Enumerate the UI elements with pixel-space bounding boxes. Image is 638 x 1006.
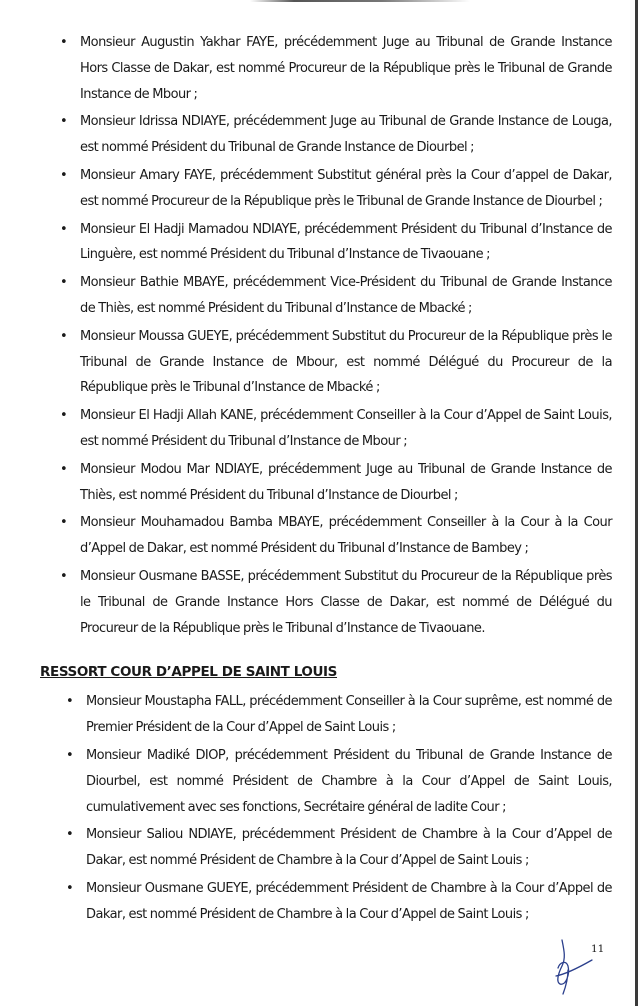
list-item [60, 270, 612, 322]
list-item [66, 743, 612, 820]
list-item-text: Monsieur Modou Mar NDIAYE, précédemment Juge au Tribunal de Grande Instance de Thiès, est nommé Président du Tribunal d’Instance de Diourbel ; [80, 461, 612, 503]
bullet-icon: • [66, 694, 74, 710]
list-item-text: Monsieur Idrissa NDIAYE, précédemment Juge au Tribunal de Grande Instance de Louga, est nommé Président du Tribunal de Grande Instance de Diourbel ; [80, 114, 612, 156]
list-item [66, 876, 612, 928]
bullet-icon: • [60, 275, 68, 291]
list-item-text: Monsieur Saliou NDIAYE, précédemment Président de Chambre à la Cour d’Appel de Dakar, est nommé Président de Chambre à la Cour d’Appel de Saint Louis ; [86, 827, 612, 869]
bullet-icon: • [60, 114, 68, 130]
page-footer [60, 936, 612, 1006]
list-item-text: Monsieur Ousmane GUEYE, précédemment Président de Chambre à la Cour d’Appel de Dakar, est nommé Président de Chambre à la Cour d’Appel de Saint Louis ; [86, 880, 612, 922]
bullet-icon: • [60, 167, 68, 183]
list-item-text: Monsieur Moussa GUEYE, précédemment Substitut du Procureur de la République près le Tribunal de Grande Instance de Mbour, est nommé Délégué du Procureur de la République près le Tribunal d’Instance de Mbacké ; [80, 328, 612, 396]
list-item [60, 457, 612, 509]
list-item [60, 217, 612, 269]
bullet-icon: • [60, 408, 68, 424]
list-item [60, 324, 612, 401]
section-heading: RESSORT COUR D’APPEL DE SAINT LOUIS [40, 664, 338, 681]
bullet-icon: • [60, 568, 68, 584]
list-item-text: Monsieur Moustapha FALL, précédemment Conseiller à la Cour suprême, est nommé de Premier Président de la Cour d’Appel de Saint Louis ; [86, 694, 612, 736]
list-item [60, 564, 612, 641]
appointments-list-dakar [60, 30, 612, 641]
appointments-list-saint-louis [66, 689, 612, 927]
bullet-icon: • [60, 515, 68, 531]
bullet-icon: • [60, 328, 68, 344]
bullet-icon: • [60, 221, 68, 237]
bullet-icon: • [66, 880, 74, 896]
list-item-text: Monsieur El Hadji Allah KANE, précédemment Conseiller à la Cour d’Appel de Saint Louis, est nommé Président du Tribunal d’Instance de Mbour ; [80, 408, 612, 449]
bullet-icon: • [60, 35, 68, 50]
list-item-text: Monsieur Amary FAYE, précédemment Substitut général près la Cour d’appel de Dakar, est nommé Procureur de la République près le Tribunal de Grande Instance de Diourbel ; [80, 167, 612, 209]
list-item [66, 689, 612, 741]
bullet-icon: • [60, 461, 68, 477]
bullet-icon: • [66, 827, 74, 843]
list-item-text: Monsieur El Hadji Mamadou NDIAYE, précédemment Président du Tribunal d’Instance de Linguère, est nommé Président du Tribunal d’Instance de Tivaouane ; [80, 221, 612, 263]
list-item-text: Monsieur Madiké DIOP, précédemment Président du Tribunal de Grande Instance de Diourbel, est nommé Président de Chambre à la Cour d’Appel de Saint Louis, cumulativement avec ses fonctions, Secrétaire général de ladite Cour ; [86, 747, 612, 815]
list-item-text: Monsieur Augustin Yakhar FAYE, précédemment Juge au Tribunal de Grande Instance Hors Classe de Dakar, est nommé Procureur de la République près le Tribunal de Grande Instance de Mbour ; [80, 35, 612, 102]
list-item [60, 163, 612, 215]
list-item [60, 403, 612, 455]
list-item [60, 109, 612, 161]
list-item [60, 30, 612, 107]
list-item-text: Monsieur Mouhamadou Bamba MBAYE, précédemment Conseiller à la Cour à la Cour d’Appel de Dakar, est nommé Président du Tribunal d’Instance de Bambey ; [80, 515, 612, 557]
list-item [60, 510, 612, 562]
page-number: 11 [591, 942, 605, 955]
bullet-icon: • [66, 747, 74, 763]
list-item-text: Monsieur Bathie MBAYE, précédemment Vice-Président du Tribunal de Grande Instance de Thiès, est nommé Président du Tribunal d’Instance de Mbacké ; [80, 275, 612, 316]
list-item-text: Monsieur Ousmane BASSE, précédemment Substitut du Procureur de la République près le Tribunal de Grande Instance Hors Classe de Dakar, est nommé de Délégué du Procureur de la République près le Tribunal d’Instance de Tivaouane. [80, 568, 612, 636]
list-item [66, 822, 612, 874]
